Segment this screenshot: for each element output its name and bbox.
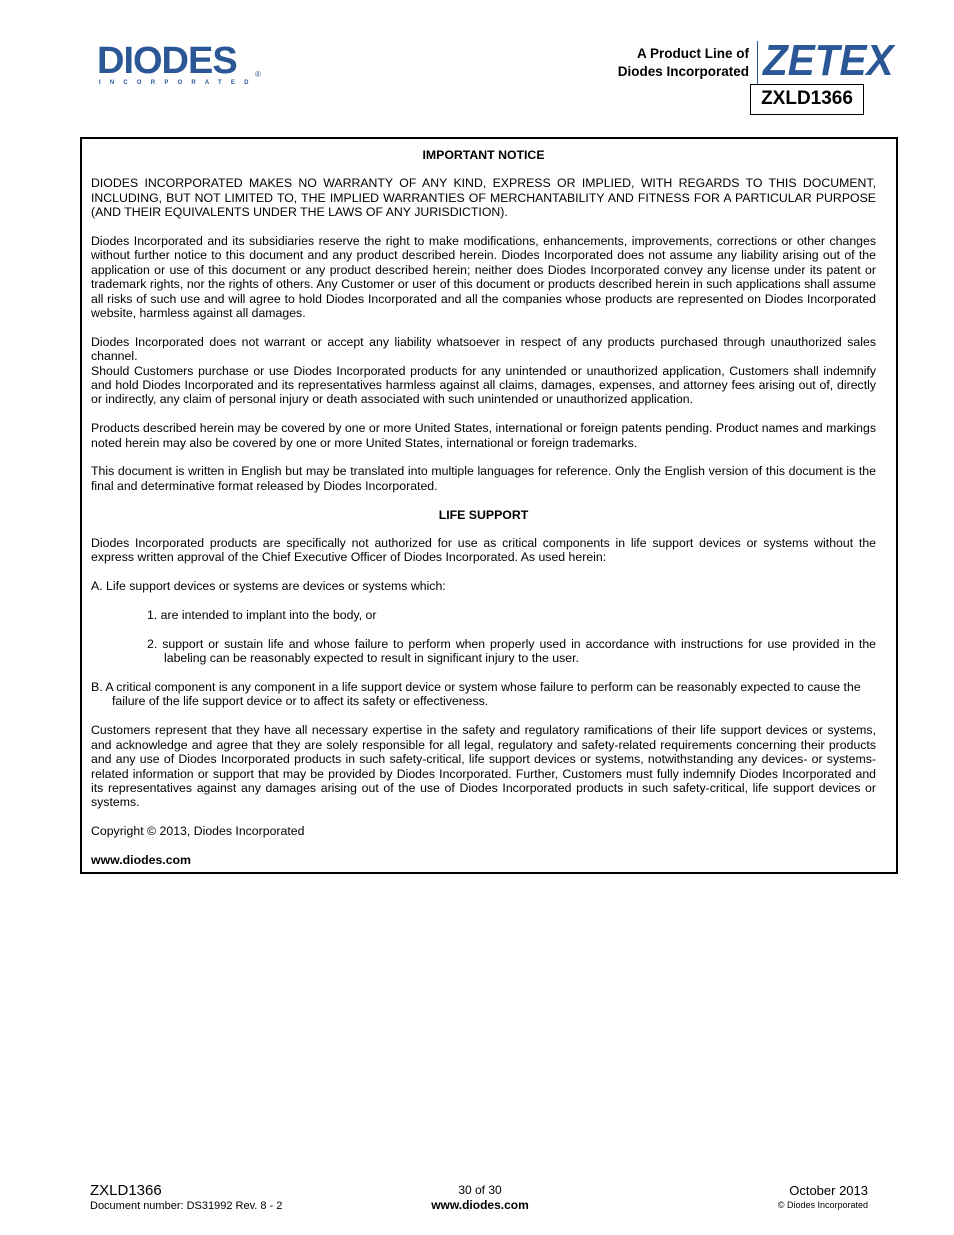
copyright-line: Copyright © 2013, Diodes Incorporated: [91, 824, 305, 839]
life-support-sub-2: 2. support or sustain life and whose failure to perform when properly used in accordance with instructions for use provided in the labeling can be reasonably expected to result in significant injury to the user.: [147, 636, 876, 666]
notice-paragraph-4: Products described herein may be covered by one or more United States, international or foreign patents pending. Product names and markings noted herein may also be covered by one or more United States, international or foreign trademarks.: [91, 421, 876, 450]
life-support-paragraph-1: Diodes Incorporated products are specifically not authorized for use as critical components in life support devices or systems without the express written approval of the Chief Executive Officer of Diodes Incorporated. As used herein:: [91, 536, 876, 565]
diodes-logo-reg: ®: [255, 70, 261, 79]
notice-paragraph-3a: Diodes Incorporated does not warrant or accept any liability whatsoever in respect of any products purchased through unauthorized sales channel.: [91, 334, 876, 364]
zetex-divider: [757, 41, 758, 85]
product-line-text: [618, 45, 749, 81]
footer-part-number: ZXLD1366: [90, 1182, 162, 1199]
footer-date: October 2013: [789, 1183, 868, 1198]
footer-left: [90, 1182, 282, 1213]
diodes-logo: [97, 42, 262, 90]
footer-center: [380, 1183, 580, 1213]
website-link[interactable]: www.diodes.com: [91, 852, 191, 867]
life-support-item-b: B. A critical component is any component in a life support device or system whose failure to perform can be reasonably expected to cause the failure of the life support device or to affect its safety or effectiveness.: [91, 680, 861, 709]
footer-copyright: © Diodes Incorporated: [777, 1200, 868, 1210]
important-notice-title: IMPORTANT NOTICE: [422, 148, 545, 162]
notice-paragraph-2: Diodes Incorporated and its subsidiaries reserve the right to make modifications, enhancements, improvements, corrections or other changes without further notice to this document and any product described herein. Diodes Incorporated does not assume any liability arising out of the application or use of this document or any product described herein; neither does Diodes Incorporated convey any license under its patent or trademark rights, nor the rights of others. Any Customer or user of this document or products described herein in such applications shall assume all risks of such use and will agree to hold Diodes Incorporated and all the companies whose products are represented on Diodes Incorporated website, harmless against all damages.: [91, 234, 876, 321]
footer-page-number: 30 of 30: [458, 1183, 502, 1197]
footer-website-link[interactable]: www.diodes.com: [431, 1198, 529, 1212]
diodes-logo-word: DIODES: [97, 40, 237, 82]
life-support-paragraph-2: Customers represent that they have all necessary expertise in the safety and regulatory ramifications of their life support devices or systems, and acknowledge and agree that they are solely responsible for all legal, regulatory and safety-related requirements concerning their products and any use of Diodes Incorporated products in such safety-critical, life support devices or systems, notwithstanding any devices- or systems-related information or support that may be provided by Diodes Incorporated. Further, Customers must fully indemnify Diodes Incorporated and its representatives against any damages arising out of the use of Diodes Incorporated products in such safety-critical, life support devices or systems.: [91, 723, 876, 810]
footer-document-number: Document number: DS31992 Rev. 8 - 2: [90, 1200, 283, 1212]
footer-right: [778, 1183, 868, 1211]
part-number-box: ZXLD1366: [750, 84, 864, 115]
notice-paragraph-1: DIODES INCORPORATED MAKES NO WARRANTY OF ANY KIND, EXPRESS OR IMPLIED, WITH REGARDS TO THIS DOCUMENT, INCLUDING, BUT NOT LIMITED TO, THE IMPLIED WARRANTIES OF MERCHANTABILITY AND FITNESS FOR A PARTICULAR PURPOSE (AND THEIR EQUIVALENTS UNDER THE LAWS OF ANY JURISDICTION).: [91, 176, 876, 220]
life-support-sub-1: 1. are intended to implant into the body, or: [147, 608, 377, 623]
life-support-title: LIFE SUPPORT: [438, 507, 529, 522]
product-line-2: Diodes Incorporated: [617, 64, 749, 79]
product-line-1: A Product Line of: [637, 46, 749, 61]
important-notice-box: [80, 137, 898, 874]
notice-paragraph-5: This document is written in English but may be translated into multiple languages for reference. Only the English version of this document is the final and determinative format released by Diodes Incorporated.: [91, 464, 876, 493]
zetex-logo: ZETEX: [763, 36, 894, 85]
notice-paragraph-3b: Should Customers purchase or use Diodes Incorporated products for any unintended or unauthorized application, Customers shall indemnify and hold Diodes Incorporated and its representatives harmless against all claims, damages, expenses, and attorney fees arising out of, directly or indirectly, any claim of personal injury or death associated with such unintended or unauthorized application.: [91, 363, 876, 407]
diodes-logo-sub: INCORPORATED: [99, 80, 258, 86]
life-support-item-a: A. Life support devices or systems are devices or systems which:: [91, 579, 446, 594]
